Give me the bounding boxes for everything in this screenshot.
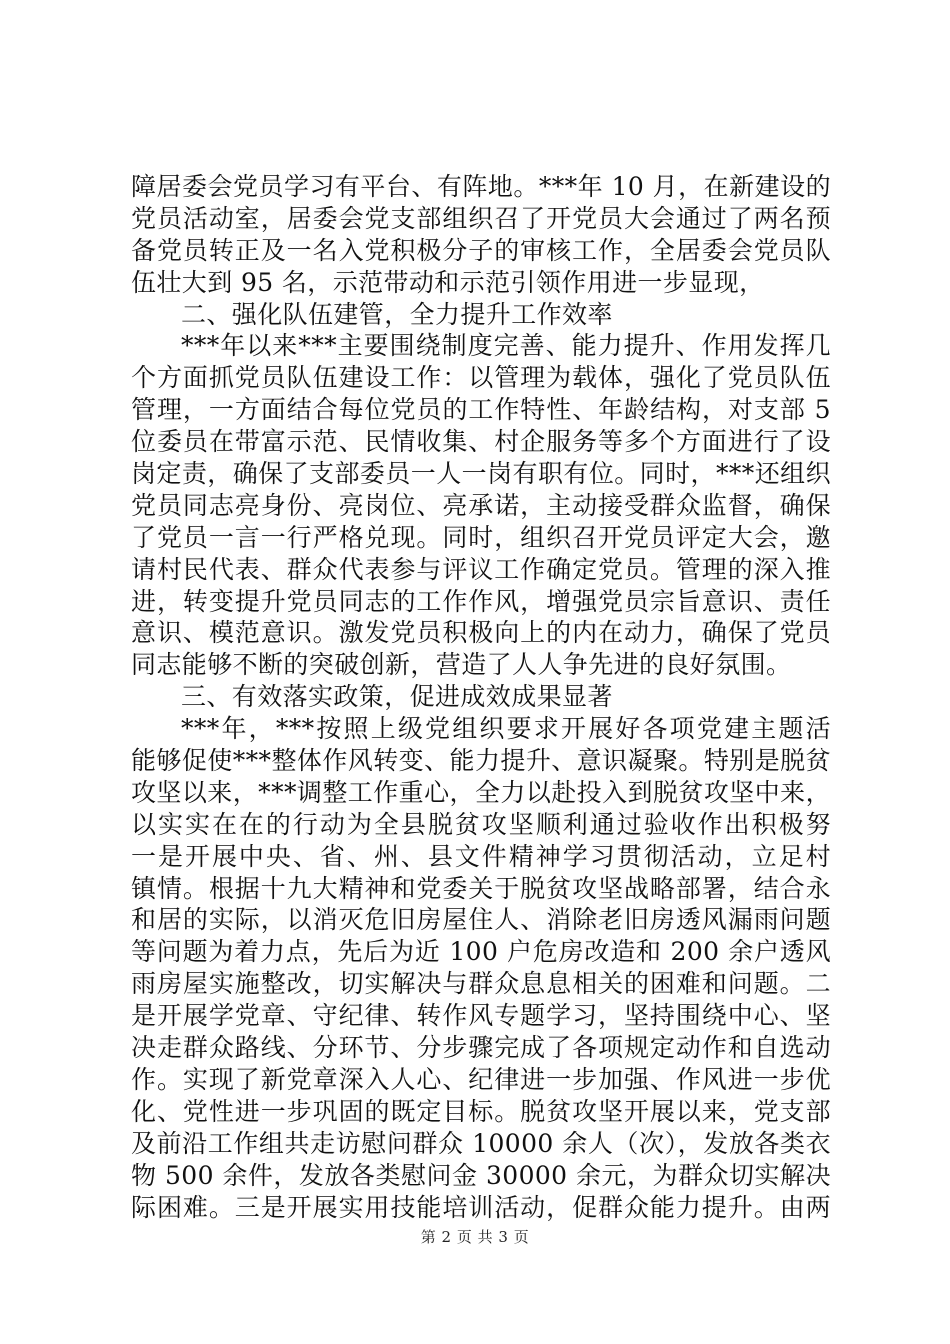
body-line: 位委员在带富示范、民情收集、村企服务等多个方面进行了设 xyxy=(131,427,831,457)
section-heading: 三、有效落实政策，促进成效成果显著 xyxy=(181,682,613,712)
body-line: 岗定责，确保了支部委员一人一岗有职有位。同时，***还组织 xyxy=(131,459,831,489)
body-line: 化、党性进一步巩固的既定目标。脱贫攻坚开展以来，党支部 xyxy=(131,1096,831,1126)
body-line: 请村民代表、群众代表参与评议工作确定党员。管理的深入推 xyxy=(131,554,831,584)
body-line: 党员活动室，居委会党支部组织召了开党员大会通过了两名预 xyxy=(131,203,831,233)
body-line: 等问题为着力点，先后为近 100 户危房改造和 200 余户透风 xyxy=(131,937,831,967)
body-line: 镇情。根据十九大精神和党委关于脱贫攻坚战略部署，结合永 xyxy=(131,873,831,903)
body-line: 及前沿工作组共走访慰问群众 10000 余人（次），发放各类衣 xyxy=(131,1128,831,1158)
body-line: 个方面抓党员队伍建设工作：以管理为载体，强化了党员队伍 xyxy=(131,363,831,393)
body-line: 管理，一方面结合每位党员的工作特性、年龄结构，对支部 5 xyxy=(131,395,831,425)
body-line: ***年以来***主要围绕制度完善、能力提升、作用发挥几 xyxy=(181,331,831,361)
body-line: 决走群众路线、分环节、分步骤完成了各项规定动作和自选动 xyxy=(131,1033,831,1063)
body-line: 同志能够不断的突破创新，营造了人人争先进的良好氛围。 xyxy=(131,650,792,680)
body-line: 进，转变提升党员同志的工作作风，增强党员宗旨意识、责任 xyxy=(131,586,831,616)
body-line: 攻坚以来，***调整工作重心，全力以赴投入到脱贫攻坚中来， xyxy=(131,777,831,807)
body-line: 际困难。三是开展实用技能培训活动，促群众能力提升。由两 xyxy=(131,1192,831,1222)
body-line: 雨房屋实施整改，切实解决与群众息息相关的困难和问题。二 xyxy=(131,969,831,999)
body-line: 物 500 余件，发放各类慰问金 30000 余元，为群众切实解决 xyxy=(131,1160,831,1190)
body-line: 了党员一言一行严格兑现。同时，组织召开党员评定大会，邀 xyxy=(131,522,831,552)
body-line: 备党员转正及一名入党积极分子的审核工作，全居委会党员队 xyxy=(131,235,831,265)
body-line: 以实实在在的行动为全县脱贫攻坚顺利通过验收作出积极努 xyxy=(131,809,831,839)
body-line: 是开展学党章、守纪律、转作风专题学习，坚持围绕中心、坚 xyxy=(131,1001,831,1031)
body-line: 意识、模范意识。激发党员积极向上的内在动力，确保了党员 xyxy=(131,618,831,648)
document-body xyxy=(131,171,831,1223)
body-line: 和居的实际，以消灭危旧房屋住人、消除老旧房透风漏雨问题 xyxy=(131,905,831,935)
body-line: 作。实现了新党章深入人心、纪律进一步加强、作风进一步优 xyxy=(131,1064,831,1094)
body-line: 伍壮大到 95 名，示范带动和示范引领作用进一步显现， xyxy=(131,267,765,297)
section-heading: 二、强化队伍建管，全力提升工作效率 xyxy=(181,299,613,329)
body-line: 障居委会党员学习有平台、有阵地。***年 10 月，在新建设的 xyxy=(131,172,831,201)
page-number-footer: 第 2 页 共 3 页 xyxy=(420,1228,530,1246)
body-line: 能够促使***整体作风转变、能力提升、意识凝聚。特别是脱贫 xyxy=(131,746,831,776)
body-line: 一是开展中央、省、州、县文件精神学习贯彻活动，立足村 xyxy=(131,841,831,871)
body-line: ***年，***按照上级党组织要求开展好各项党建主题活 xyxy=(181,714,831,744)
body-line: 党员同志亮身份、亮岗位、亮承诺，主动接受群众监督，确保 xyxy=(131,490,831,520)
